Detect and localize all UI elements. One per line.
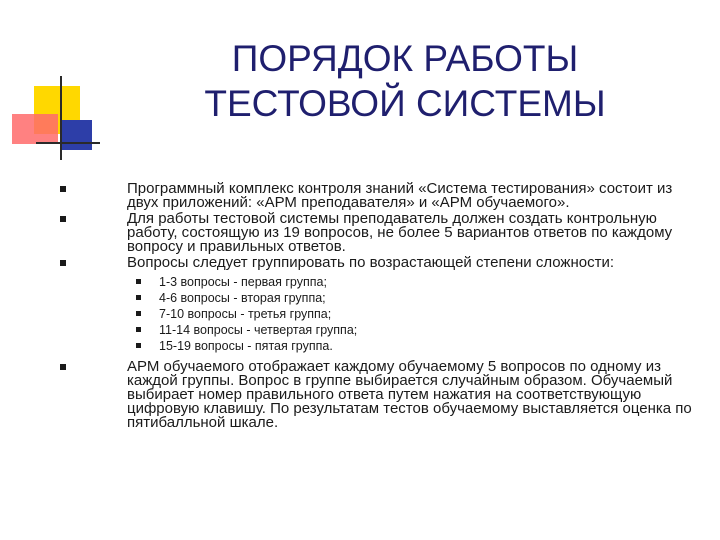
group-text: 1-3 вопросы - первая группа;	[159, 275, 327, 289]
square-bullet-icon	[60, 260, 66, 266]
bullet-item	[60, 212, 700, 254]
group-text: 7-10 вопросы - третья группа;	[159, 307, 332, 321]
logo-horizontal-line	[36, 142, 100, 144]
slide-title-line-1: ПОРЯДОК РАБОТЫ	[231, 38, 579, 79]
group-text: 15-19 вопросы - пятая группа.	[159, 339, 333, 353]
square-bullet-icon	[60, 364, 66, 370]
group-text: 11-14 вопросы - четвертая группа;	[159, 323, 358, 337]
bullet-text: АРМ обучаемого отображает каждому обучаемому 5 вопросов по одному из каждой группы. Вопрос в группе выбирается случайным образом. Обучаемый выбирает номер правильного ответа путем нажатия на соответствующую цифровую клавишу. По результатам тестов обучаемому выставляется оценка по пятибалльной шкале.	[127, 358, 692, 431]
square-bullet-icon	[136, 311, 141, 316]
bullet-text: Вопросы следует группировать по возрастающей степени сложности:	[127, 254, 614, 271]
group-item	[60, 338, 700, 354]
group-item	[60, 290, 700, 306]
bullet-list	[60, 182, 700, 432]
square-bullet-icon	[60, 216, 66, 222]
group-item	[60, 322, 700, 338]
group-item	[60, 306, 700, 322]
group-text: 4-6 вопросы - вторая группа;	[159, 291, 326, 305]
logo-vertical-line	[60, 76, 62, 160]
square-bullet-icon	[136, 279, 141, 284]
group-item	[60, 274, 700, 290]
bullet-item	[60, 360, 700, 430]
bullet-item	[60, 182, 700, 210]
square-bullet-icon	[136, 327, 141, 332]
square-bullet-icon	[136, 343, 141, 348]
bullet-item	[60, 256, 700, 270]
bullet-text: Для работы тестовой системы преподаватель должен создать контрольную работу, состоящую из 19 вопросов, не более 5 вариантов ответов по каждому вопросу и правильных ответов.	[127, 210, 673, 255]
logo-red-square	[12, 114, 58, 144]
group-sublist	[60, 274, 700, 354]
slide-title-line-2: ТЕСТОВОЙ СИСТЕМЫ	[204, 83, 606, 124]
logo-blue-square	[62, 120, 92, 150]
bullet-text: Программный комплекс контроля знаний «Система тестирования» состоит из двух приложений: «АРМ преподавателя» и «АРМ обучаемого».	[127, 180, 673, 211]
square-bullet-icon	[60, 186, 66, 192]
square-bullet-icon	[136, 295, 141, 300]
slide-title	[150, 36, 660, 126]
